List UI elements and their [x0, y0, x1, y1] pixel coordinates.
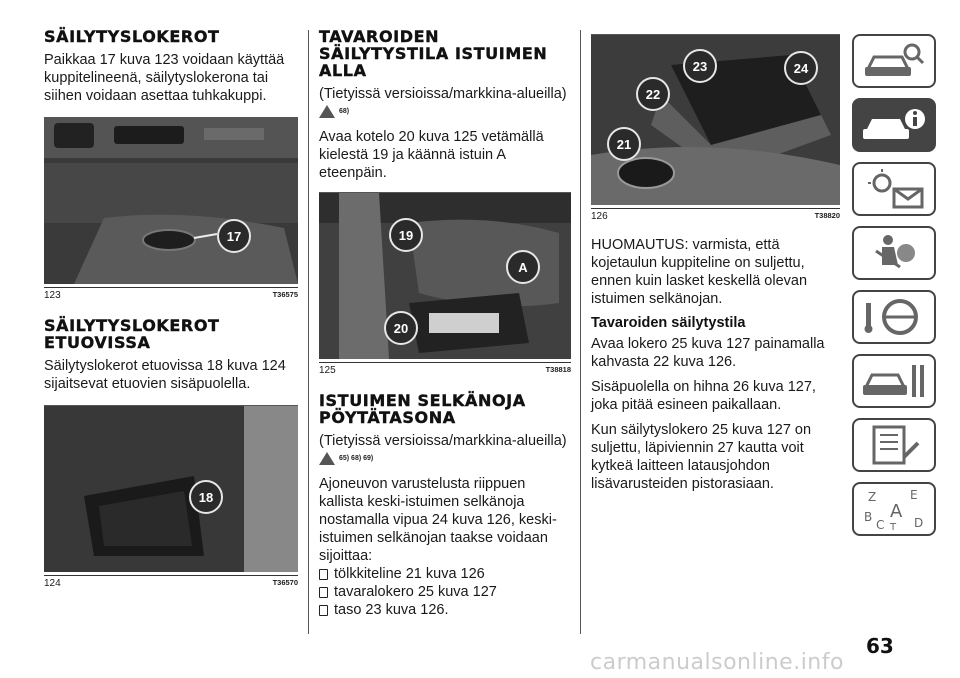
warning-ref-number: 65) 68) 69) — [339, 455, 374, 462]
tab-maintenance[interactable] — [852, 418, 936, 472]
figure-code: T36575 — [272, 290, 298, 299]
availability-note: (Tietyissä versioissa/markkina-alueilla) — [319, 433, 567, 449]
index-letter: C — [876, 518, 885, 531]
warning-reference — [319, 452, 571, 465]
bullet-square-icon — [319, 587, 328, 598]
paragraph-charging: Kun säilytyslokero 25 kuva 127 on suljettu, läpiviennin 27 kautta voit kytkeä laitteen latausjohdon lisävarusteiden pistorasiaan. — [591, 422, 812, 492]
figure-126-caption — [591, 208, 840, 222]
section-heading-storage: SÄILYTYSLOKEROT — [44, 27, 220, 46]
airbag-person-icon — [860, 231, 928, 275]
index-letter: D — [914, 516, 924, 530]
paragraph-open-compartment: Avaa lokero 25 kuva 127 painamalla kahvasta 22 kuva 126. — [591, 336, 825, 370]
figure-number: 125 — [319, 365, 336, 376]
availability-note: (Tietyissä versioissa/markkina-alueilla) — [319, 86, 567, 102]
column-divider — [580, 30, 581, 634]
backrest-options-list — [319, 565, 571, 619]
column-3 — [591, 34, 840, 500]
tab-index[interactable] — [852, 482, 936, 536]
list-item: taso 23 kuva 126. — [319, 601, 571, 619]
index-letter: A — [890, 501, 903, 522]
figure-number: 124 — [44, 578, 61, 589]
tab-emergency[interactable] — [852, 354, 936, 408]
callout-20: 20 — [384, 311, 418, 345]
figure-125 — [319, 192, 571, 359]
paragraph-storage: Paikkaa 17 kuva 123 voidaan käyttää kuppitelineenä, säilytyslokerona tai siihen voidaan asettaa tuhkakuppi. — [44, 52, 285, 104]
column-divider — [308, 30, 309, 634]
tab-starting-driving[interactable] — [852, 290, 936, 344]
paragraph-note: HUOMAUTUS: varmista, että kojetaulun kuppiteline on suljettu, ennen kuin lasket keskellä olevan istuimen selkänojan. — [591, 237, 808, 307]
section-heading-backrest-table: ISTUIMEN SELKÄNOJA PÖYTÄTASONA — [319, 391, 526, 427]
callout-24: 24 — [784, 51, 818, 85]
figure-number: 126 — [591, 211, 608, 222]
index-letter: E — [910, 488, 918, 502]
bullet-square-icon — [319, 569, 328, 580]
checklist-icon — [860, 423, 928, 467]
callout-17: 17 — [217, 219, 251, 253]
section-heading-door-storage: SÄILYTYSLOKEROT ETUOVISSA — [44, 316, 220, 352]
figure-125-caption — [319, 362, 571, 376]
section-heading-under-seat: TAVAROIDEN SÄILYTYSTILA ISTUIMEN ALLA — [319, 27, 548, 80]
callout-22: 22 — [636, 77, 670, 111]
callout-18: 18 — [189, 480, 223, 514]
chapter-tabs — [852, 34, 936, 546]
warning-triangle-icon — [319, 452, 335, 465]
figure-number: 123 — [44, 290, 61, 301]
page-number: 63 — [866, 634, 894, 658]
car-tools-icon — [860, 359, 928, 403]
tab-safety[interactable] — [852, 226, 936, 280]
list-item: tölkkiteline 21 kuva 126 — [319, 565, 571, 583]
tab-warning-lights[interactable] — [852, 162, 936, 216]
alphabet-index-icon — [860, 487, 928, 531]
tab-car-search[interactable] — [852, 34, 936, 88]
callout-19: 19 — [389, 218, 423, 252]
callout-23: 23 — [683, 49, 717, 83]
list-item: tavaralokero 25 kuva 127 — [319, 583, 571, 601]
paragraph-backrest: Ajoneuvon varustelusta riippuen kallista keski-istuimen selkänoja nostamalla vipua 24 kuva 126, keski-istuimen selkänojan taakse voidaan sijoittaa: — [319, 476, 557, 564]
figure-126 — [591, 34, 840, 205]
bullet-square-icon — [319, 605, 328, 616]
figure-124-photo — [44, 406, 298, 572]
column-2 — [319, 28, 571, 619]
warning-lights-icon — [860, 167, 928, 211]
warning-ref-number: 68) — [339, 108, 350, 115]
warning-triangle-icon — [319, 105, 335, 118]
steering-key-icon — [860, 295, 928, 339]
index-letter: B — [864, 510, 873, 524]
tab-car-info[interactable] — [852, 98, 936, 152]
figure-code: T36570 — [272, 578, 298, 587]
paragraph-strap: Sisäpuolella on hihna 26 kuva 127, joka pitää esineen paikallaan. — [591, 379, 816, 413]
subheading-storage: Tavaroiden säilytystila — [591, 315, 746, 331]
car-info-icon — [860, 103, 928, 147]
paragraph-under-seat: Avaa kotelo 20 kuva 125 vetämällä kielestä 19 ja käännä istuin A eteenpäin. — [319, 129, 544, 181]
callout-A: A — [506, 250, 540, 284]
paragraph-door-storage: Säilytyslokerot etuovissa 18 kuva 124 sijaitsevat etuovien sisäpuolella. — [44, 358, 286, 392]
figure-123-caption — [44, 287, 298, 301]
warning-reference — [319, 105, 571, 118]
index-letter: Z — [868, 490, 877, 504]
figure-code: T38820 — [814, 211, 840, 220]
figure-124 — [44, 405, 298, 572]
figure-code: T38818 — [545, 365, 571, 374]
car-search-icon — [860, 39, 928, 83]
figure-124-caption — [44, 575, 298, 589]
watermark: carmanualsonline.info — [590, 650, 844, 675]
callout-21: 21 — [607, 127, 641, 161]
column-1 — [44, 28, 298, 597]
figure-123 — [44, 117, 298, 284]
index-letter: T — [890, 522, 897, 531]
figure-123-photo — [44, 118, 298, 284]
